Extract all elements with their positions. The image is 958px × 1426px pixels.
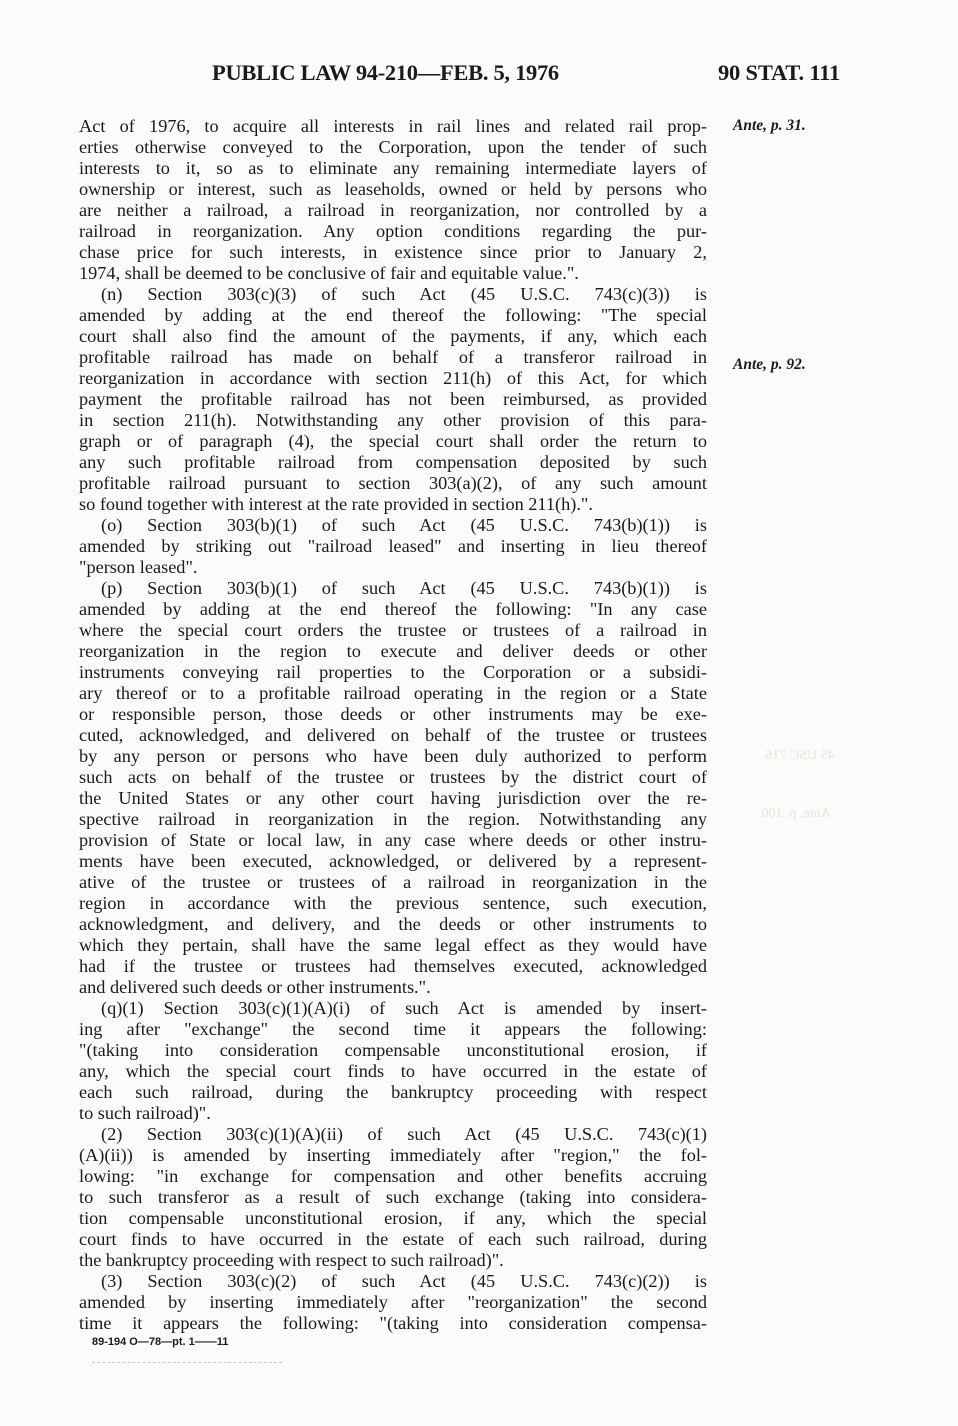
- page-title: PUBLIC LAW 94-210—FEB. 5, 1976: [212, 60, 559, 85]
- body-line: spective railroad in reorganization in the region. Notwithstanding any: [79, 809, 707, 829]
- body-line: each such railroad, during the bankruptcy proceeding with respect: [79, 1082, 707, 1102]
- body-line: to such transferor as a result of such exchange (taking into considera-: [79, 1187, 707, 1207]
- body-line: profitable railroad has made on behalf of a transferor railroad in: [79, 347, 707, 367]
- body-line: to such railroad)".: [79, 1103, 211, 1123]
- show-through-text: Ante, p. 100.: [758, 806, 831, 821]
- body-line: interests to it, so as to eliminate any remaining intermediate layers of: [79, 158, 707, 178]
- body-line: instruments conveying rail properties to the Corporation or a subsidi-: [79, 662, 707, 682]
- body-line: "person leased".: [79, 557, 198, 577]
- body-line: by any person or persons who have been duly authorized to perform: [79, 746, 707, 766]
- body-line: amended by adding at the end thereof the following: "The special: [79, 305, 707, 325]
- footer-rule: [92, 1362, 282, 1363]
- body-line: are neither a railroad, a railroad in reorganization, nor controlled by a: [79, 200, 707, 220]
- body-line: any, which the special court finds to have occurred in the estate of: [79, 1061, 707, 1081]
- body-line: (A)(ii)) is amended by inserting immediately after "region," the fol-: [79, 1145, 707, 1165]
- body-line: so found together with interest at the rate provided in section 211(h).".: [79, 494, 593, 514]
- body-line: amended by striking out "railroad leased" and inserting in lieu thereof: [79, 536, 707, 556]
- body-text: [79, 116, 707, 1334]
- body-line: chase price for such interests, in existence since prior to January 2,: [79, 242, 707, 262]
- body-line: lowing: "in exchange for compensation and other benefits accruing: [79, 1166, 707, 1186]
- body-line: payment the profitable railroad has not been reimbursed, as provided: [79, 389, 707, 409]
- body-line: the bankruptcy proceeding with respect to such railroad)".: [79, 1250, 504, 1270]
- body-line: railroad in reorganization. Any option conditions regarding the pur-: [79, 221, 707, 241]
- body-line: cuted, acknowledged, and delivered on behalf of the trustee or trustees: [79, 725, 707, 745]
- body-line: where the special court orders the trustee or trustees of a railroad in: [79, 620, 707, 640]
- body-line: any such profitable railroad from compensation deposited by such: [79, 452, 707, 472]
- body-line: the United States or any other court having jurisdiction over the re-: [79, 788, 707, 808]
- body-line: "(taking into consideration compensable unconstitutional erosion, if: [79, 1040, 707, 1060]
- body-line: (p) Section 303(b)(1) of such Act (45 U.S.C. 743(b)(1)) is: [101, 578, 707, 598]
- body-line: erties otherwise conveyed to the Corporation, upon the tender of such: [79, 137, 707, 157]
- body-line: reorganization in accordance with section 211(h) of this Act, for which: [79, 368, 707, 388]
- body-line: region in accordance with the previous sentence, such execution,: [79, 893, 707, 913]
- body-line: Act of 1976, to acquire all interests in rail lines and related rail prop-: [79, 116, 707, 136]
- body-line: such acts on behalf of the trustee or trustees by the district court of: [79, 767, 707, 787]
- body-line: and delivered such deeds or other instruments.".: [79, 977, 431, 997]
- body-line: court shall also find the amount of the payments, if any, which each: [79, 326, 707, 346]
- print-code-footer: 89-194 O—78—pt. 1——11: [92, 1336, 229, 1348]
- margin-note-ante-92: Ante, p. 92.: [733, 356, 806, 373]
- body-line: ary thereof or to a profitable railroad operating in the region or a State: [79, 683, 707, 703]
- body-line: amended by inserting immediately after "reorganization" the second: [79, 1292, 707, 1312]
- body-line: ing after "exchange" the second time it appears the following:: [79, 1019, 707, 1039]
- body-line: ative of the trustee or trustees of a railroad in reorganization in the: [79, 872, 707, 892]
- body-line: (o) Section 303(b)(1) of such Act (45 U.S.C. 743(b)(1)) is: [101, 515, 707, 535]
- body-line: (q)(1) Section 303(c)(1)(A)(i) of such Act is amended by insert-: [101, 998, 707, 1018]
- margin-note-ante-31: Ante, p. 31.: [733, 117, 806, 134]
- body-line: provision of State or local law, in any case where deeds or other instru-: [79, 830, 707, 850]
- body-line: in section 211(h). Notwithstanding any other provision of this para-: [79, 410, 707, 430]
- body-line: ownership or interest, such as leaseholds, owned or held by persons who: [79, 179, 707, 199]
- body-line: reorganization in the region to execute and deliver deeds or other: [79, 641, 707, 661]
- body-line: or responsible person, those deeds or other instruments may be exe-: [79, 704, 707, 724]
- body-line: acknowledgment, and delivery, and the deeds or other instruments to: [79, 914, 707, 934]
- body-line: 1974, shall be deemed to be conclusive of fair and equitable value.".: [79, 263, 579, 283]
- body-line: (3) Section 303(c)(2) of such Act (45 U.S.C. 743(c)(2)) is: [101, 1271, 707, 1291]
- body-line: had if the trustee or trustees had themselves executed, acknowledged: [79, 956, 707, 976]
- body-line: graph or of paragraph (4), the special court shall order the return to: [79, 431, 707, 451]
- show-through-text: 45 USC 716.: [762, 748, 835, 763]
- body-line: amended by adding at the end thereof the following: "In any case: [79, 599, 707, 619]
- body-line: ments have been executed, acknowledged, or delivered by a represent-: [79, 851, 707, 871]
- body-line: tion compensable unconstitutional erosion, if any, which the special: [79, 1208, 707, 1228]
- body-line: (2) Section 303(c)(1)(A)(ii) of such Act (45 U.S.C. 743(c)(1): [101, 1124, 707, 1144]
- body-line: time it appears the following: "(taking into consideration compensa-: [79, 1313, 707, 1333]
- body-line: profitable railroad pursuant to section 303(a)(2), of any such amount: [79, 473, 707, 493]
- statute-page-reference: 90 STAT. 111: [718, 60, 841, 85]
- body-line: court finds to have occurred in the estate of each such railroad, during: [79, 1229, 707, 1249]
- body-line: (n) Section 303(c)(3) of such Act (45 U.S.C. 743(c)(3)) is: [101, 284, 707, 304]
- body-line: which they pertain, shall have the same legal effect as they would have: [79, 935, 707, 955]
